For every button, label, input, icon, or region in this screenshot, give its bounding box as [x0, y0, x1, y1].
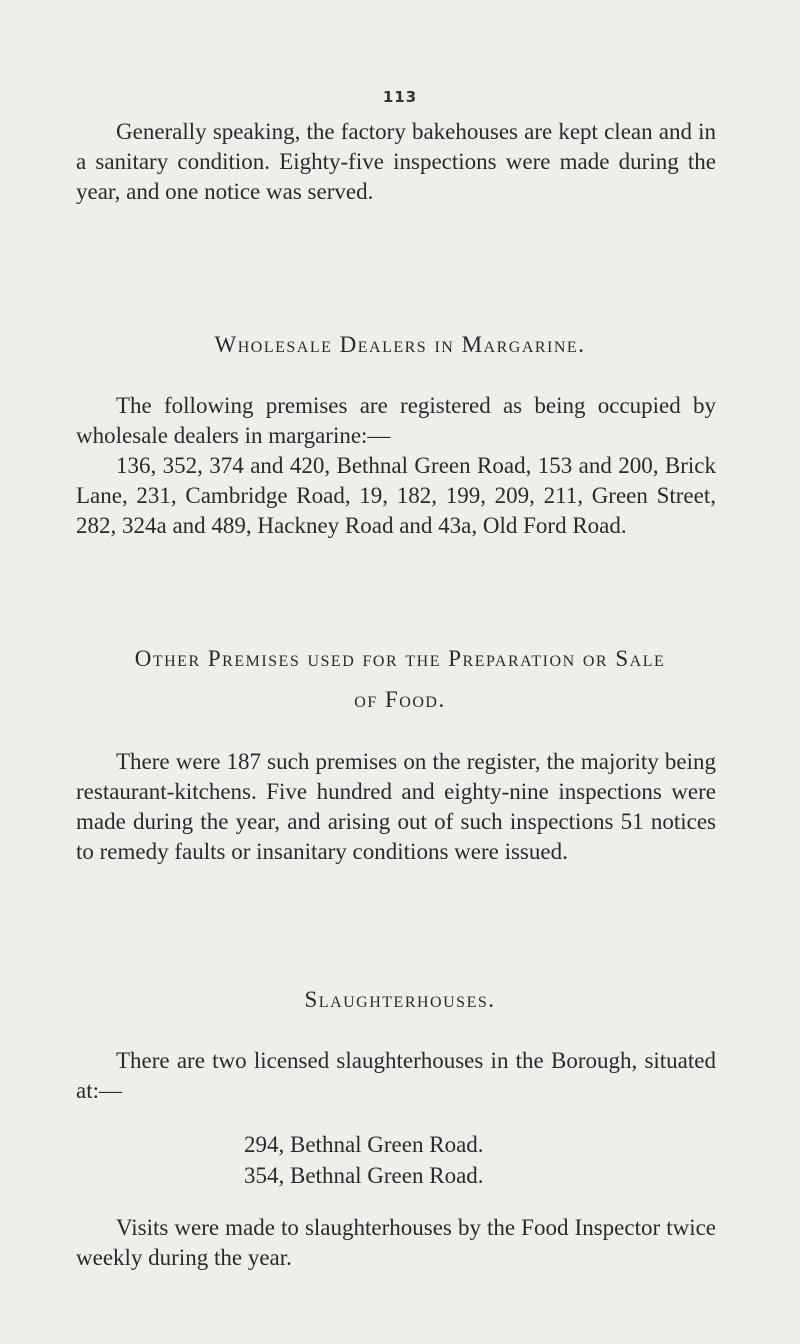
margarine-premises: 136, 352, 374 and 420, Bethnal Green Road, 153 and 200, Brick Lane, 231, Cambridge Road, 19, 182, 199, 209, 211, Green Street, 282, 324a and 489, Hackney Road and 43a, Old Ford Road. — [76, 453, 716, 538]
margarine-premises-paragraph — [76, 451, 716, 541]
margarine-heading: Wholesale Dealers in Margarine. — [214, 332, 586, 357]
other-premises-text: There were 187 such premises on the register, the majority being restaurant-kitchens. Five hundred and eighty-nine inspections were made during the year, and arising out of such inspections 51 notices to remedy faults or insanitary conditions were issued. — [76, 749, 716, 864]
other-premises-paragraph — [76, 747, 716, 867]
other-premises-heading-line1: Other Premises used for the Preparation or Sale — [134, 646, 666, 671]
other-premises-heading-line2: of Food. — [354, 687, 446, 712]
slaughterhouses-intro-paragraph — [76, 1046, 716, 1106]
slaughterhouses-intro: There are two licensed slaughterhouses in the Borough, situated at:— — [76, 1048, 716, 1103]
page-number: 113 — [382, 88, 418, 106]
slaughterhouses-heading: Slaughterhouses. — [304, 987, 496, 1012]
slaughterhouses-visits: Visits were made to slaughterhouses by the Food Inspector twice weekly during the year. — [76, 1215, 716, 1270]
slaughterhouses-visits-paragraph — [76, 1213, 716, 1273]
slaughterhouse-address-2: 354, Bethnal Green Road. — [244, 1163, 484, 1188]
bakehouses-text: Generally speaking, the factory bakehouses are kept clean and in a sanitary condition. Eighty-five inspections were made during the year, and one notice was served. — [76, 119, 716, 204]
bakehouses-paragraph — [76, 117, 716, 207]
slaughterhouse-address-1: 294, Bethnal Green Road. — [244, 1132, 484, 1157]
margarine-intro: The following premises are registered as being occupied by wholesale dealers in margarine:— — [76, 393, 716, 448]
margarine-intro-paragraph — [76, 391, 716, 451]
